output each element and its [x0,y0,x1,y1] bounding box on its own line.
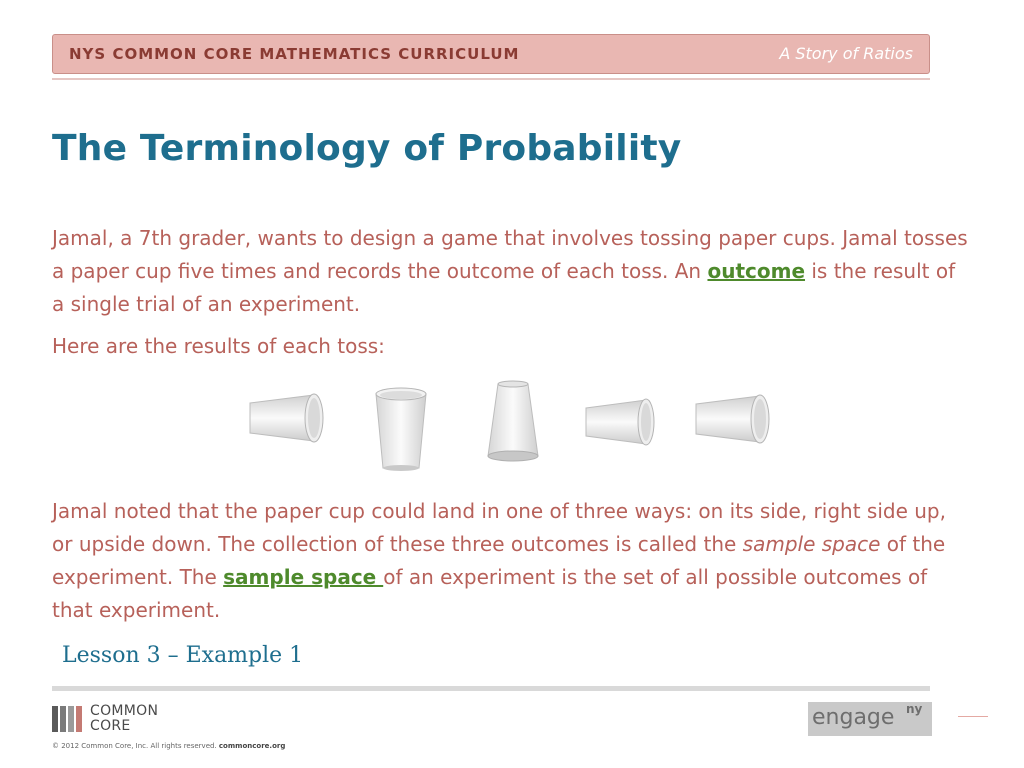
footer-divider [52,686,930,691]
header-divider [52,78,930,80]
term-sample-space: sample space [223,565,384,589]
decorative-line [958,716,988,717]
cc-line-2: CORE [90,718,131,734]
sample-space-italic: sample space [742,532,881,556]
story-label: A Story of Ratios [779,44,913,63]
cup-on-side-icon [586,399,654,445]
cup-toss-results [240,370,800,480]
common-core-wordmark [90,704,158,734]
sample-space-text: Jamal noted that the paper cup could land in one of three ways: on its side, right side up, or upside down. The collection of these three outcomes is called the [52,499,946,556]
intro-paragraph [52,222,972,321]
cup-on-side-icon [696,395,769,443]
sample-space-paragraph [52,495,972,627]
engage-superscript: ny [906,702,923,716]
common-core-logo [52,704,192,736]
copyright-link[interactable]: commoncore.org [218,742,286,750]
curriculum-label: NYS COMMON CORE MATHEMATICS CURRICULUM [69,45,520,63]
engage-wordmark: engage [812,705,895,730]
lesson-label: Lesson 3 – Example 1 [62,643,304,668]
results-intro: Here are the results of each toss: [52,334,385,358]
cc-line-1: COMMON [90,703,159,719]
sample-space-text-tail: of an experiment is the set of all possible outcomes of that experiment. [52,565,928,622]
intro-text-tail: is the result of a single trial of an experiment. [52,259,956,316]
copyright-text: © 2012 Common Core, Inc. All rights reserved. [52,742,217,750]
term-outcome: outcome [707,259,806,283]
cup-right-side-up-icon [376,388,426,471]
sample-space-text-mid: of the experiment. The [52,532,946,589]
slide-title: The Terminology of Probability [52,128,682,169]
common-core-logo-icon [52,704,84,732]
engageny-logo [808,702,932,736]
cup-upside-down-icon [488,381,538,461]
copyright-notice [52,742,285,750]
header-bar [52,34,930,74]
intro-text: Jamal, a 7th grader, wants to design a game that involves tossing paper cups. Jamal tosses a paper cup five times and records the outcome of each toss. An [52,226,968,283]
cup-on-side-icon [250,394,323,442]
